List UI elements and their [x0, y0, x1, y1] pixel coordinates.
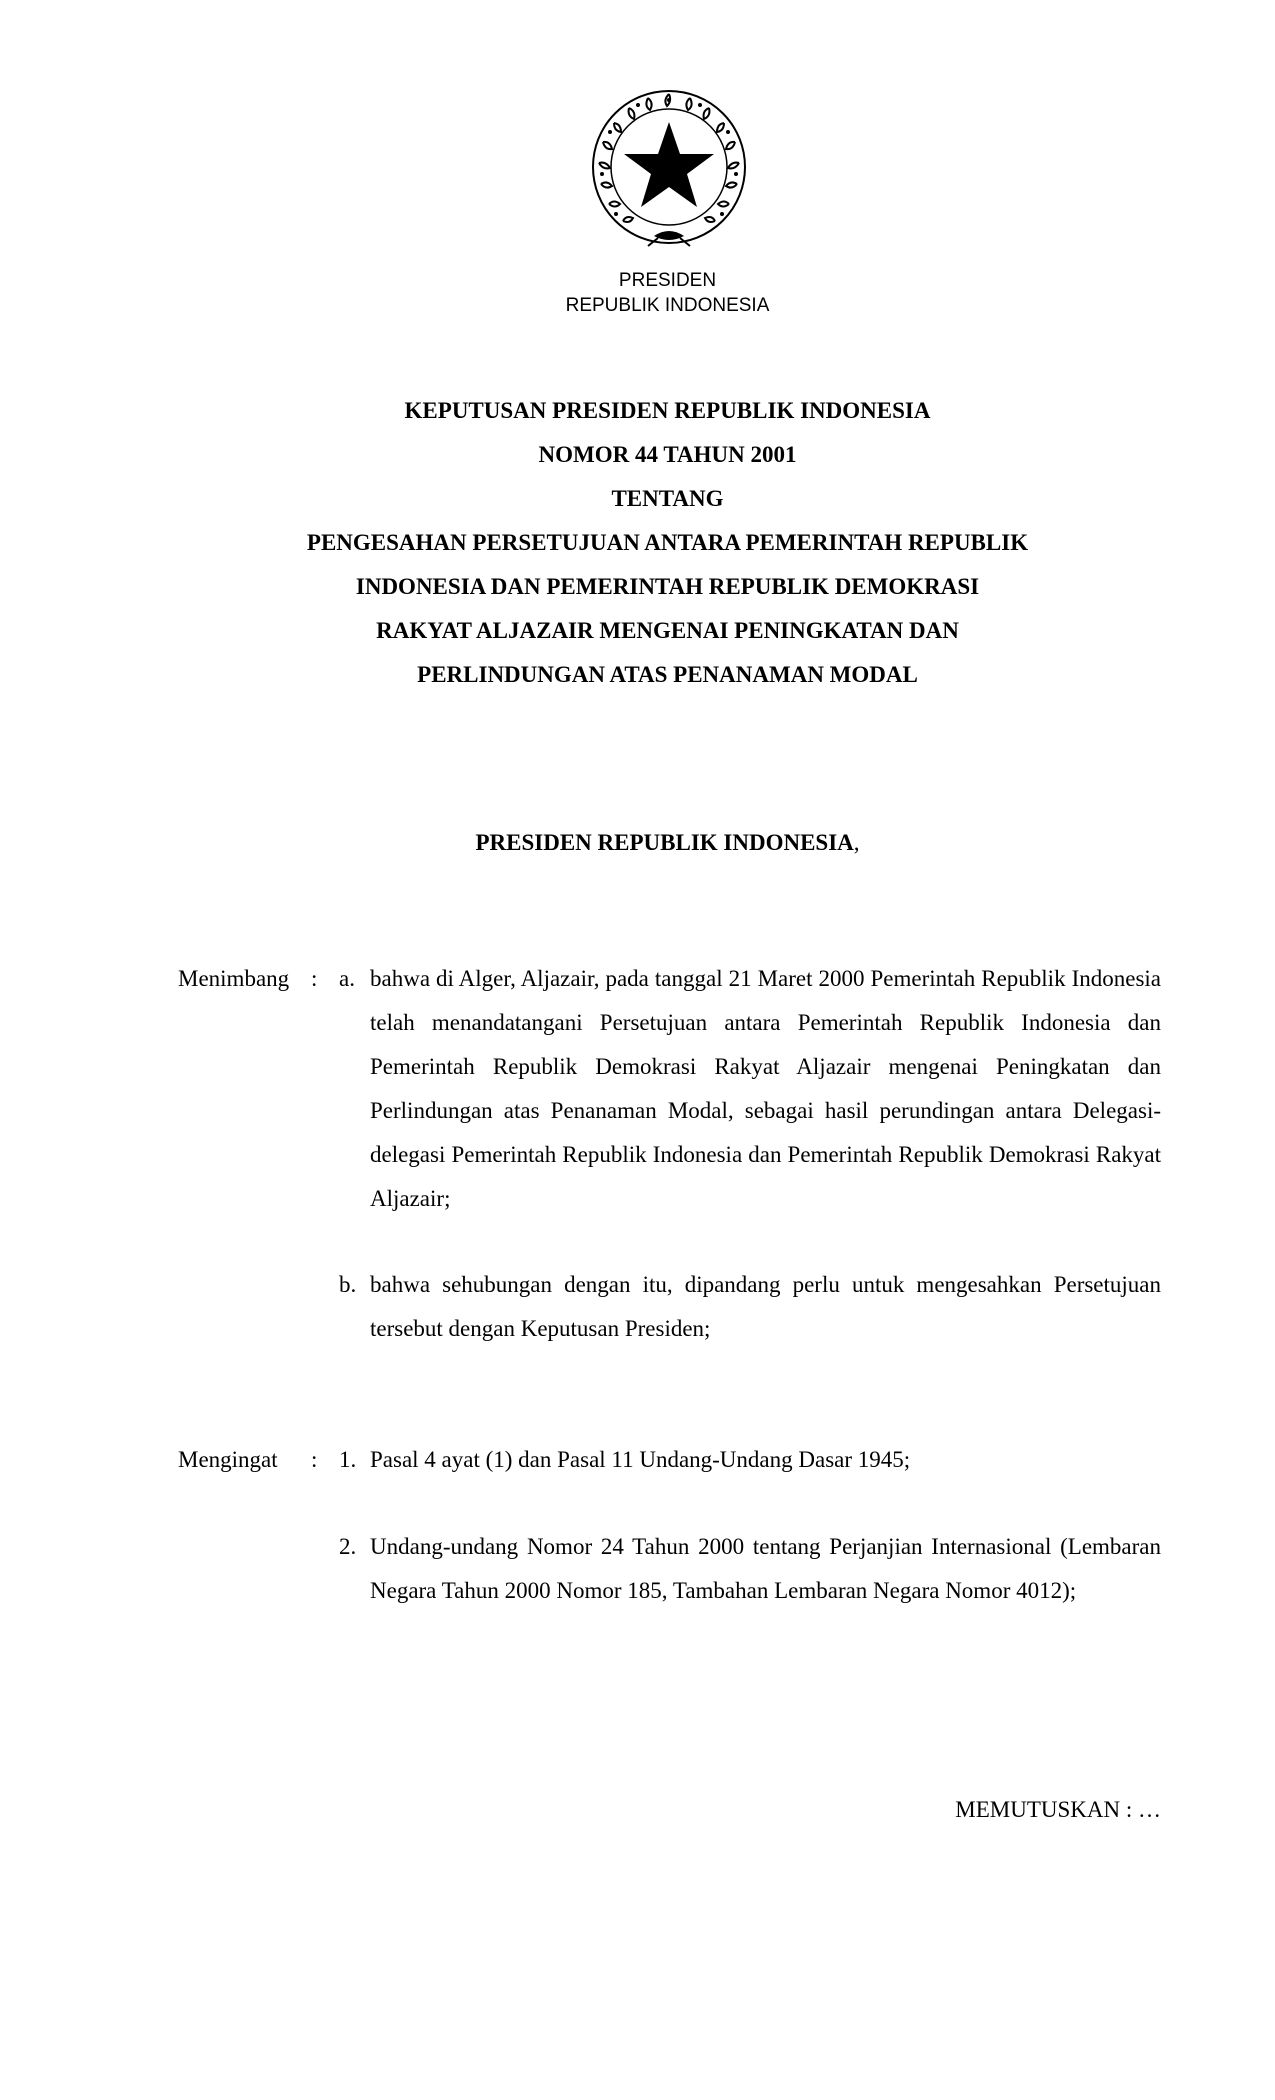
mengingat-item-1-marker: 1.: [339, 1447, 357, 1472]
title-line: RAKYAT ALJAZAIR MENGENAI PENINGKATAN DAN: [376, 618, 959, 643]
menimbang-colon: :: [311, 966, 318, 991]
title-line: INDONESIA DAN PEMERINTAH REPUBLIK DEMOKRASI: [355, 574, 980, 599]
title-line: NOMOR 44 TAHUN 2001: [538, 442, 797, 467]
president-name: PRESIDEN REPUBLIK INDONESIA: [475, 830, 854, 855]
menimbang-item-a-text: bahwa di Alger, Aljazair, pada tanggal 21 Maret 2000 Pemerintah Republik Indonesia telah menandatangani Persetujuan antara Pemerintah Republik Indonesia dan Pemerintah Republik Demokrasi Rakyat Aljazair mengenai Peningkatan dan Perlindungan atas Penanaman Modal, sebagai hasil perundingan antara Delegasi-delegasi Pemerintah Republik Indonesia dan Pemerintah Republik Demokrasi Rakyat Aljazair;: [370, 966, 1161, 1211]
mengingat-label: Mengingat: [178, 1447, 278, 1472]
header-line-2: REPUBLIK INDONESIA: [565, 295, 770, 316]
menimbang-item-a-marker: a.: [339, 966, 355, 991]
president-heading: [0, 828, 1275, 858]
menimbang-item-b-text: bahwa sehubungan dengan itu, dipandang perlu untuk mengesahkan Persetujuan tersebut dengan Keputusan Presiden;: [370, 1272, 1161, 1341]
state-emblem: [588, 86, 750, 248]
emblem-star-icon: [588, 86, 750, 248]
title-line: TENTANG: [611, 486, 724, 511]
mengingat-item-1-text: Pasal 4 ayat (1) dan Pasal 11 Undang-Undang Dasar 1945;: [370, 1447, 911, 1472]
decree-title: [0, 389, 1275, 697]
mengingat-item-2-marker: 2.: [339, 1534, 357, 1559]
menimbang-label: Menimbang: [178, 966, 290, 991]
menimbang-item-b-marker: b.: [339, 1272, 357, 1297]
title-line: PENGESAHAN PERSETUJUAN ANTARA PEMERINTAH REPUBLIK: [306, 530, 1029, 555]
president-punct: ,: [853, 830, 860, 855]
title-line: KEPUTUSAN PRESIDEN REPUBLIK INDONESIA: [404, 398, 931, 423]
title-line: PERLINDUNGAN ATAS PENANAMAN MODAL: [417, 662, 918, 687]
mengingat-colon: :: [311, 1447, 318, 1472]
header-line-1: PRESIDEN: [618, 270, 717, 291]
mengingat-item-2-text: Undang-undang Nomor 24 Tahun 2000 tentang Perjanjian Internasional (Lembaran Negara Tahun 2000 Nomor 185, Tambahan Lembaran Negara Nomor 4012);: [370, 1534, 1161, 1603]
memutuskan-continuation: MEMUTUSKAN : …: [955, 1797, 1161, 1822]
